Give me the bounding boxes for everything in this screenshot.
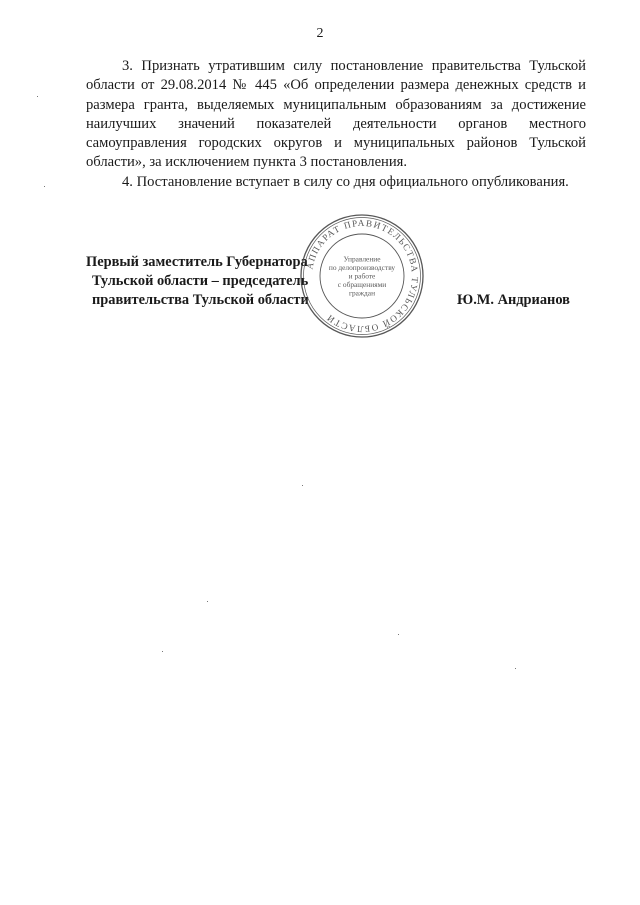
official-seal-stamp <box>298 212 426 340</box>
stamp-center-line: граждан <box>348 288 376 298</box>
paragraph-4: 4. Постановление вступает в силу со дня официального опубликования. <box>122 173 569 190</box>
document-body <box>86 57 586 192</box>
signatory-title <box>86 253 309 310</box>
stamp-center-line: Управление <box>343 254 381 264</box>
signatory-title-line-3: правительства Тульской области <box>92 292 309 308</box>
stamp-ring-text: АППАРАТ ПРАВИТЕЛЬСТВА ТУЛЬСКОЙ ОБЛАСТИ <box>304 217 421 335</box>
stamp-center-text <box>329 254 396 297</box>
signatory-title-line-1: Первый заместитель Губернатора <box>86 254 308 270</box>
signatory-name: Ю.М. Андрианов <box>457 292 570 308</box>
page-number: 2 <box>316 26 324 41</box>
signatory-title-line-2: Тульской области – председатель <box>92 273 309 289</box>
stamp-center-line: по делопроизводству <box>328 262 396 272</box>
stamp-center-line: с обращениями <box>337 280 387 290</box>
paragraph-3: 3. Признать утратившим силу постановление правительства Тульской области от 29.08.2014 № 445 «Об определении размера денежных средств и размера гранта, выделяемых муниципальным образованиям за достижение наилучших значений показателей деятельности органов местного самоуправления городских округов и муниципальных районов Тульской области», за исключением пункта 3 постановления. <box>86 58 586 171</box>
stamp-center-line: и работе <box>348 271 376 281</box>
